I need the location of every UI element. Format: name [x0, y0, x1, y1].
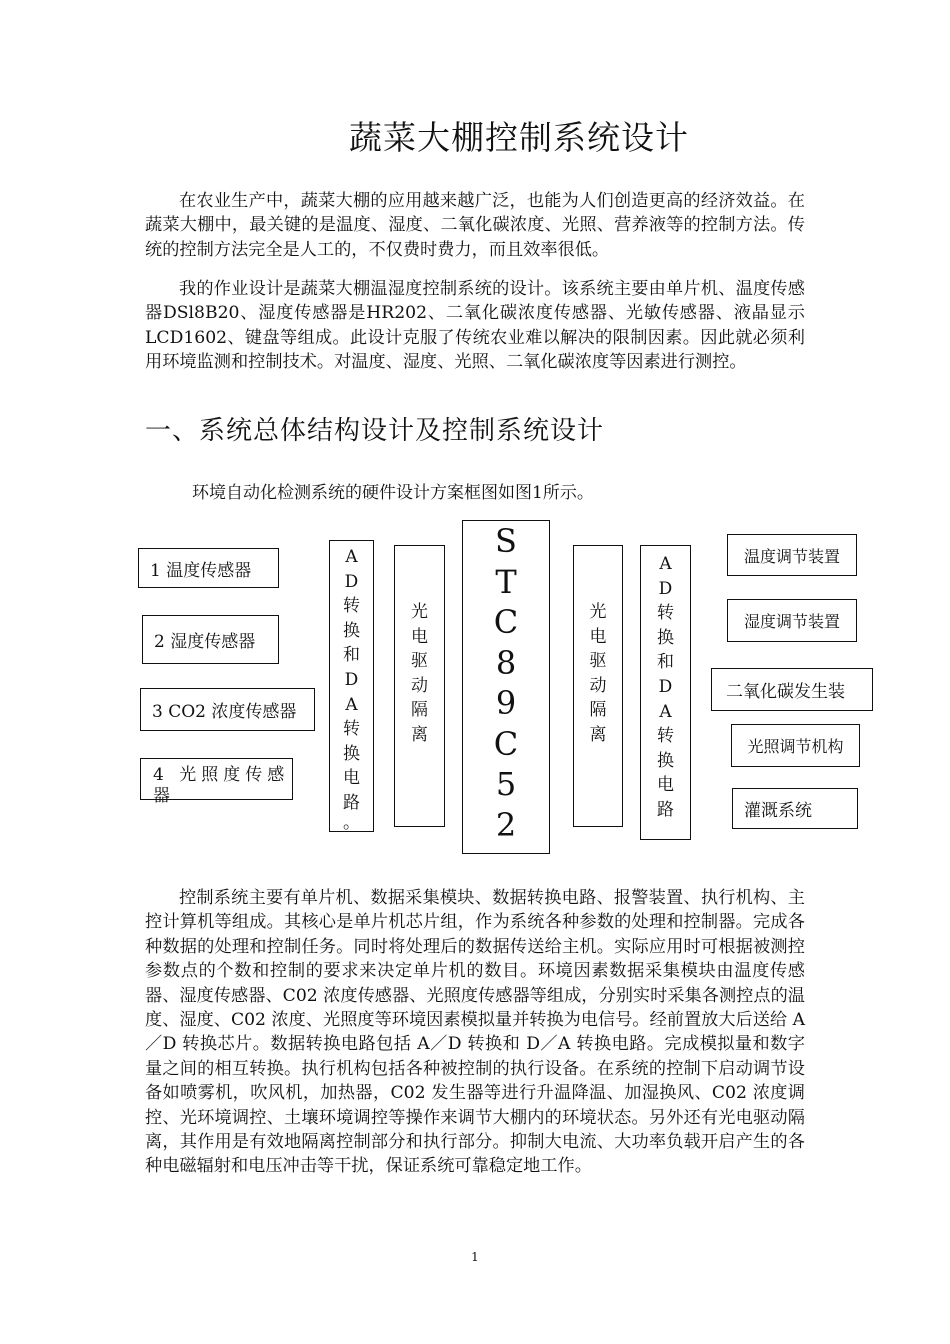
converter-left-char: 换: [343, 743, 360, 764]
converter-right-char: 转: [657, 726, 674, 747]
isolation-right-char: 驱: [589, 651, 607, 672]
intro-paragraph: 在农业生产中，蔬菜大棚的应用越来越广泛，也能为人们创造更高的经济效益。在蔬菜大棚中，最关键的是温度、湿度、二氧化碳浓度、光照、营养液等的控制方法。传统的控制方法完全是人工的，不仅费时费力，而且效率很低。: [145, 191, 805, 260]
sensor-box-co2: 3 CO2 浓度传感器: [140, 688, 315, 731]
isolation-left-char: 离: [411, 724, 428, 745]
converter-left-char: A: [345, 694, 358, 715]
section-heading: 一、系统总体结构设计及控制系统设计: [145, 416, 605, 446]
isolation-left-char: 隔: [411, 700, 428, 721]
mcu-box: [462, 520, 550, 854]
converter-left-char: D: [344, 571, 359, 592]
mcu-char: 5: [495, 765, 517, 803]
converter-right-char: 转: [657, 603, 674, 624]
isolation-right-char: 动: [589, 675, 607, 696]
sensor-box-humidity: 2 湿度传感器: [142, 615, 279, 664]
converter-box-right: [640, 545, 691, 840]
mcu-char: 2: [495, 805, 517, 844]
converter-right-char: 电: [657, 775, 674, 796]
converter-left-char: 转: [343, 596, 360, 617]
mcu-char: C: [493, 724, 519, 763]
converter-right-char: 换: [657, 750, 674, 771]
converter-right-char: D: [658, 676, 673, 697]
converter-right-char: A: [659, 701, 672, 722]
converter-left-char: 路: [343, 792, 360, 813]
converter-left-char: 和: [343, 645, 360, 666]
actuator-box-co2: 二氧化碳发生装: [711, 668, 873, 711]
isolation-left-char: 电: [411, 626, 428, 647]
isolation-box-left: [394, 545, 445, 827]
control-paragraph: 控制系统主要有单片机、数据采集模块、数据转换电路、报警装置、执行机构、主控计算机等组成。其核心是单片机芯片组，作为系统各种参数的处理和控制器。完成各种数据的处理和控制任务。同时将处理后的数据传送给主机。实际应用时可根据被测控参数点的个数和控制的要求来决定单片机的数目。环境因素数据采集模块由温度传感器、湿度传感器、C02 浓度传感器、光照度传感器等组成，分别实时采集各测控点的温度、湿度、C02 浓度、光照度等环境因素模拟量并转换为电信号。经前置放大后送给 A／D 转换芯片。数据转换电路包括 A／D 转换和 D／A 转换电路。完成模拟量和数字量之间的相互转换。执行机构包括各种被控制的执行设备。在系统的控制下启动调节设备如喷雾机，吹风机，加热器，C02 发生器等进行升温降温、加湿换风、C02 浓度调控、光环境调控、土壤环境调控等操作来调节大棚内的环境状态。另外还有光电驱动隔离，其作用是有效地隔离控制部分和执行部分。抑制大电流、大功率负载开启产生的各种电磁辐射和电压冲击等干扰，保证系统可靠稳定地工作。: [145, 888, 805, 1177]
converter-right-char: A: [659, 554, 672, 574]
actuator-box-irrigation: 灌溉系统: [732, 788, 858, 829]
converter-right-char: 换: [657, 627, 674, 648]
converter-right-char: D: [658, 578, 673, 599]
isolation-left-char: 光: [411, 602, 428, 622]
isolation-right-char: 离: [589, 724, 607, 745]
converter-right-char: 和: [657, 652, 674, 673]
actuator-box-humidity: 湿度调节装置: [727, 599, 857, 642]
design-paragraph: 我的作业设计是蔬菜大棚温湿度控制系统的设计。该系统主要由单片机、温度传感器DSl8B20、湿度传感器是HR202、二氧化碳浓度传感器、光敏传感器、液晶显示LCD1602、键盘等组成。此设计克服了传统农业难以解决的限制因素。因此就必须利用环境监测和控制技术。对温度、湿度、光照、二氧化碳浓度等因素进行测控。: [145, 279, 805, 373]
mcu-char: S: [495, 522, 517, 560]
isolation-left-char: 驱: [411, 651, 428, 672]
sensor-box-light: 4 光照度传感器: [140, 758, 293, 800]
isolation-right-char: 光: [589, 602, 607, 622]
figure-caption: 环境自动化检测系统的硬件设计方案框图如图1所示。: [192, 483, 594, 503]
converter-left-char: A: [345, 547, 358, 567]
isolation-right-char: 隔: [589, 700, 607, 721]
converter-left-char: 转: [343, 719, 360, 740]
page-number: 1: [471, 1250, 479, 1264]
converter-left-char: 电: [343, 768, 360, 789]
isolation-left-char: 动: [411, 675, 428, 696]
mcu-char: T: [495, 562, 517, 601]
converter-right-char: 路: [657, 799, 674, 820]
sensor-box-temperature: 1 温度传感器: [138, 548, 279, 588]
document-title: 蔬菜大棚控制系统设计: [349, 118, 689, 157]
actuator-box-temperature: 温度调节装置: [727, 534, 857, 576]
isolation-right-char: 电: [589, 626, 607, 647]
actuator-box-light: 光照调节机构: [731, 724, 860, 767]
converter-box-left: [329, 540, 374, 832]
mcu-char: C: [493, 603, 519, 641]
converter-left-char: 换: [343, 620, 360, 641]
mcu-char: 9: [495, 684, 517, 722]
converter-left-char: D: [344, 669, 359, 690]
mcu-char: 8: [495, 643, 517, 682]
converter-left-char: 。: [343, 812, 360, 833]
isolation-box-right: [573, 545, 623, 827]
